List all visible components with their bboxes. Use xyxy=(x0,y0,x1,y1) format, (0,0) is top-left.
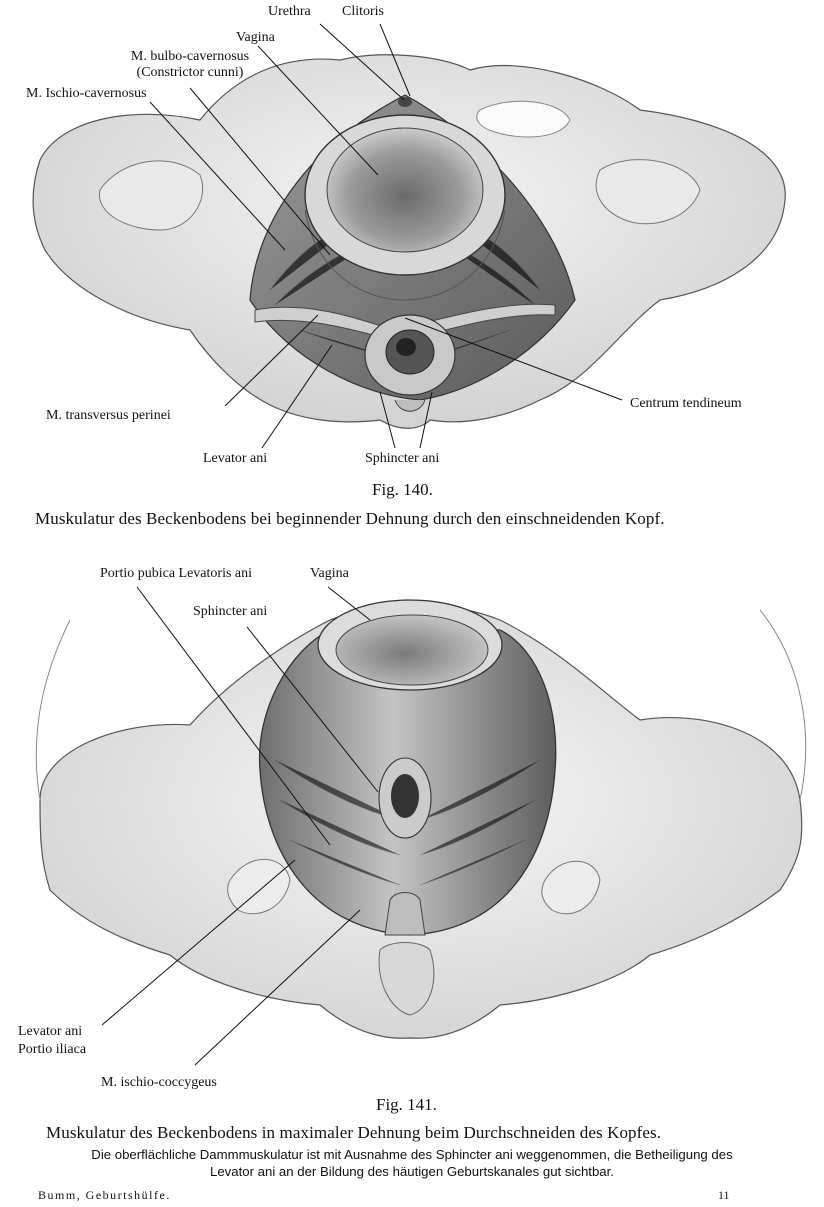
label-vagina-2: Vagina xyxy=(310,566,349,581)
label-bulbo-line1: M. bulbo-cavernosus xyxy=(130,49,250,64)
label-vagina: Vagina xyxy=(236,30,275,45)
footer-source: Bumm, Geburtshülfe. xyxy=(38,1188,171,1202)
label-levator-line1: Levator ani xyxy=(18,1024,83,1039)
figure-140-number: Fig. 140. xyxy=(372,480,433,499)
label-levator-ani: Levator ani xyxy=(203,451,268,466)
label-urethra: Urethra xyxy=(268,4,311,19)
label-clitoris: Clitoris xyxy=(342,4,385,19)
label-levator-ani-iliaca xyxy=(18,1024,86,1058)
label-bulbo-line2: (Constrictor cunni) xyxy=(136,65,244,80)
label-ischio-cavernosus: M. Ischio-cavernosus xyxy=(26,86,147,101)
figure-141-note-line1: Die oberflächliche Dammmuskulatur ist mit Ausnahme des Sphincter ani weggenommen, die Betheiligung des xyxy=(91,1147,733,1162)
figure-140-caption: Muskulatur des Beckenbodens bei beginnender Dehnung durch den einschneidenden Kopf. xyxy=(35,509,665,528)
label-centrum-tendineum: Centrum tendineum xyxy=(630,396,742,411)
figure-141-note xyxy=(0,1146,824,1180)
figure-141-number: Fig. 141. xyxy=(376,1095,437,1114)
figure-141-note-line2: Levator ani an der Bildung des häutigen Geburtskanales gut sichtbar. xyxy=(210,1164,614,1179)
label-bulbo-cavernosus xyxy=(80,49,300,81)
label-ischio-coccygeus: M. ischio-coccygeus xyxy=(101,1075,217,1090)
page-number: 11 xyxy=(718,1188,730,1202)
figure-141-illustration xyxy=(0,560,824,1100)
label-sphincter-ani: Sphincter ani xyxy=(365,451,440,466)
label-transversus-perinei: M. transversus perinei xyxy=(46,408,171,423)
label-sphincter-ani-2: Sphincter ani xyxy=(193,604,268,619)
label-levator-line2: Portio iliaca xyxy=(18,1042,87,1057)
label-portio-pubica: Portio pubica Levatoris ani xyxy=(100,566,253,581)
figure-141-caption: Muskulatur des Beckenbodens in maximaler Dehnung beim Durchschneiden des Kopfes. xyxy=(46,1123,662,1142)
